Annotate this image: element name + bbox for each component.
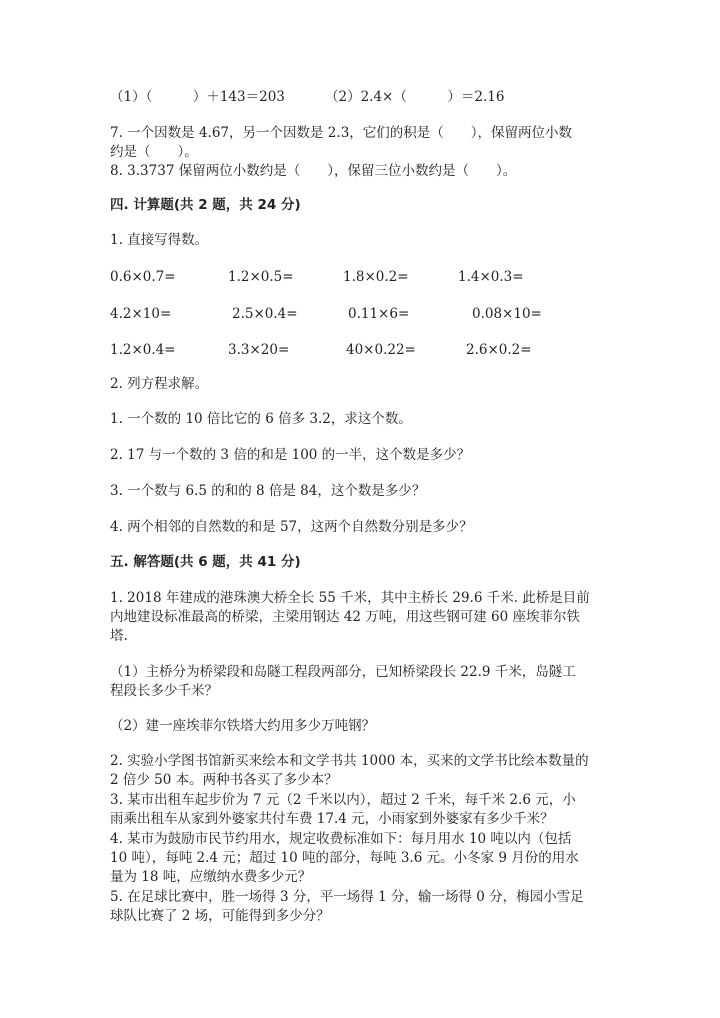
section-4-title: 四. 计算题(共 2 题，共 24 分) — [110, 197, 301, 213]
calc-item: 0.08×10= — [472, 306, 542, 322]
problem-line: 1. 2018 年建成的港珠澳大桥全长 55 千米，其中主桥长 29.6 千米. 此桥是目前 — [110, 590, 590, 606]
calc-item: 1.8×0.2= — [343, 269, 409, 285]
problem-line: （1）主桥分为桥梁段和岛隧工程段两部分，已知桥梁段长 22.9 千米，岛隧工 — [110, 664, 576, 680]
calc-item: 0.11×6= — [348, 306, 410, 322]
calc-item: 2.6×0.2= — [466, 342, 532, 358]
problem-line: 3. 某市出租车起步价为 7 元（2 千米以内），超过 2 千米，每千米 2.6 元，小 — [110, 792, 576, 808]
equation-question: 3. 一个数与 6.5 的和的 8 倍是 84，这个数是多少？ — [110, 483, 426, 499]
problem-line: 4. 某市为鼓励市民节约用水，规定收费标准如下：每月用水 10 吨以内（包括 — [110, 831, 572, 847]
problem-line: 2 倍少 50 本。两种书各买了多少本？ — [110, 772, 338, 788]
problem-line: 塔. — [110, 628, 128, 644]
problem-line: 5. 在足球比赛中，胜一场得 3 分，平一场得 1 分，输一场得 0 分，梅园小雪足 — [110, 889, 584, 905]
problem-line: 程段长多少千米？ — [110, 683, 218, 699]
section-5-title: 五. 解答题(共 6 题，共 41 分) — [110, 554, 301, 570]
calc-item: 0.6×0.7= — [110, 269, 176, 285]
fill-blank-2: （2）2.4×（ ）＝2.16 — [325, 89, 505, 105]
question-8: 8. 3.3737 保留两位小数约是（ ），保留三位小数约是（ ）。 — [110, 163, 517, 179]
calc-item: 1.2×0.5= — [228, 269, 294, 285]
problem-line: 球队比赛了 2 场，可能得到多少分？ — [110, 908, 330, 924]
problem-line: （2）建一座埃菲尔铁塔大约用多少万吨钢？ — [110, 718, 376, 734]
calc-item: 2.5×0.4= — [232, 306, 298, 322]
problem-line: 内地建设标准最高的桥梁，主梁用钢达 42 万吨，用这些钢可建 60 座埃菲尔铁 — [110, 609, 581, 625]
section-4-part-1: 1. 直接写得数。 — [110, 232, 209, 248]
problem-line: 2. 实验小学图书馆新买来绘本和文学书共 1000 本，买来的文学书比绘本数量的 — [110, 753, 589, 769]
equation-question: 2. 17 与一个数的 3 倍的和是 100 的一半，这个数是多少？ — [110, 447, 471, 463]
problem-line: 量为 18 吨，应缴纳水费多少元？ — [110, 869, 312, 885]
calc-item: 4.2×10= — [110, 306, 172, 322]
problem-line: 雨乘出租车从家到外婆家共付车费 17.4 元，小雨家到外婆家有多少千米？ — [110, 811, 554, 827]
equation-question: 4. 两个相邻的自然数的和是 57，这两个自然数分别是多少？ — [110, 519, 473, 535]
calc-item: 3.3×20= — [228, 342, 290, 358]
calc-item: 1.4×0.3= — [458, 269, 524, 285]
fill-blank-1: （1）（ ）＋143＝203 — [110, 89, 285, 105]
problem-line: 10 吨），每吨 2.4 元；超过 10 吨的部分，每吨 3.6 元。小冬家 9 月份的用水 — [110, 850, 579, 866]
question-7-line: 约是（ ）。 — [110, 144, 198, 160]
equation-question: 1. 一个数的 10 倍比它的 6 倍多 3.2，求这个数。 — [110, 411, 412, 427]
section-4-part-2: 2. 列方程求解。 — [110, 376, 209, 392]
question-7-line: 7. 一个因数是 4.67，另一个因数是 2.3，它们的积是（ ），保留两位小数 — [110, 125, 573, 141]
calc-item: 40×0.22= — [346, 342, 416, 358]
calc-item: 1.2×0.4= — [110, 342, 176, 358]
